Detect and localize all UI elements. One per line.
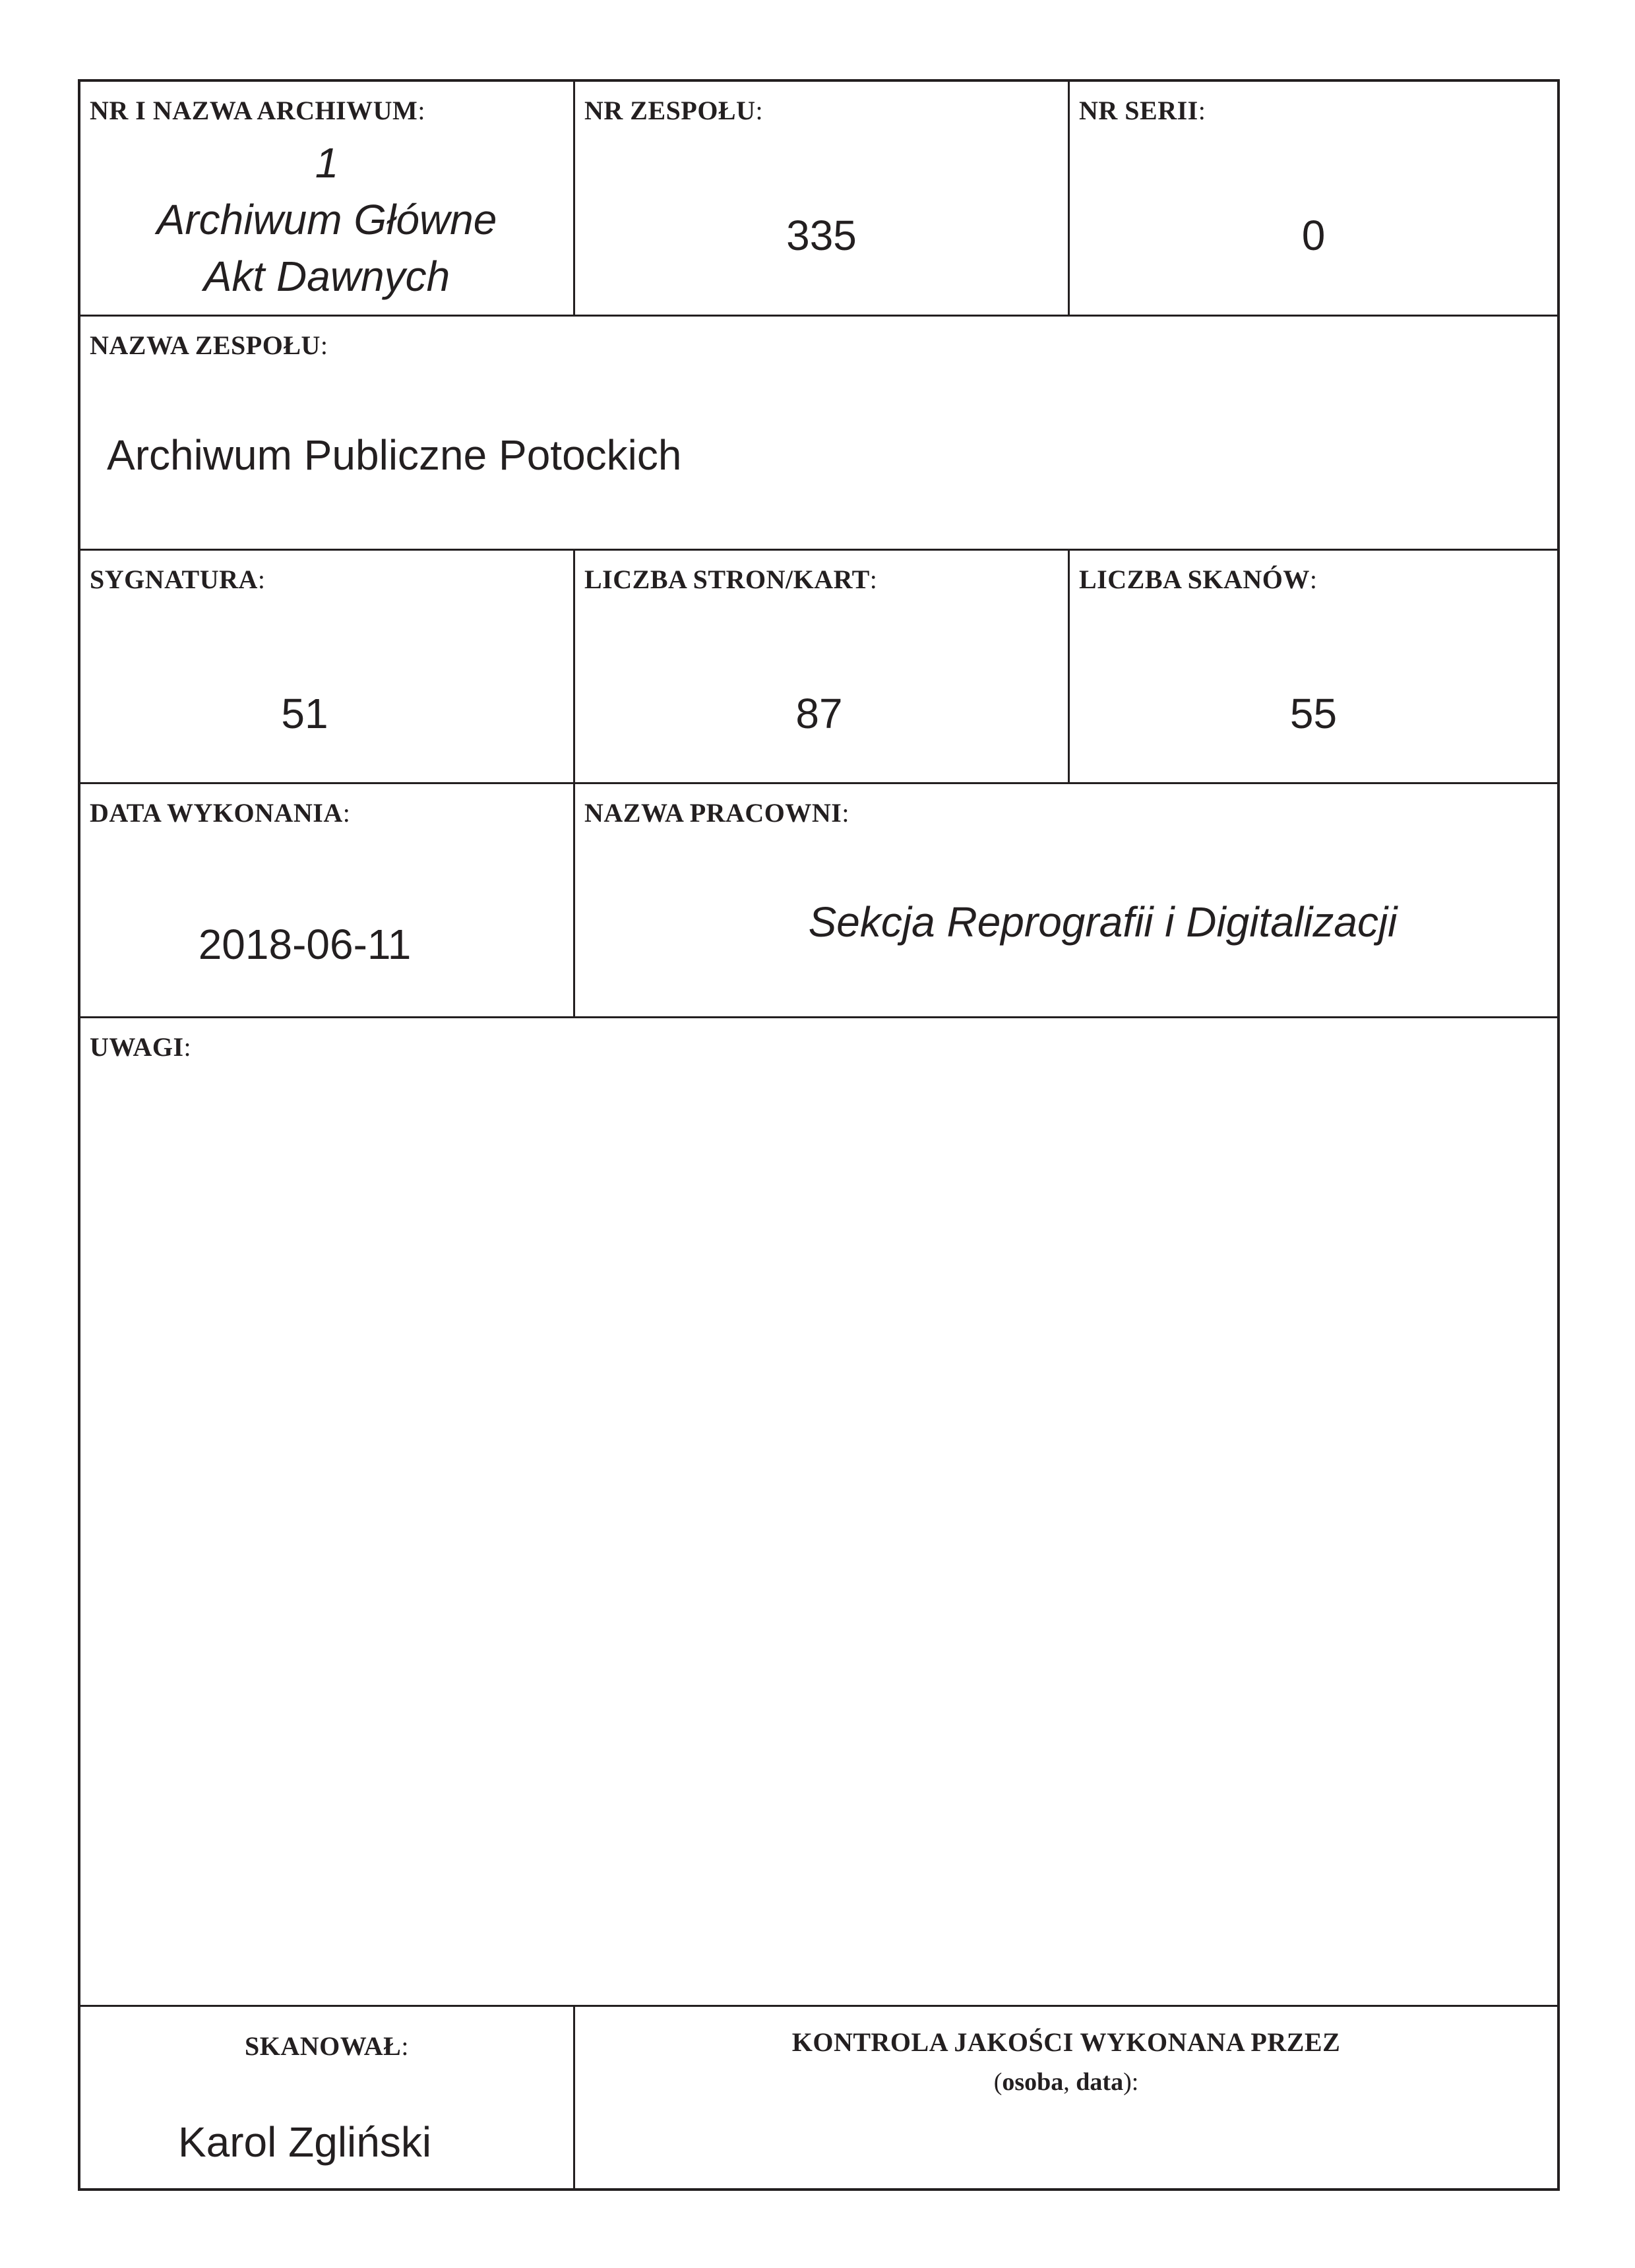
archive-cell — [80, 82, 575, 317]
fonds-name-label: NAZWA ZESPOŁU: — [90, 330, 328, 360]
archive-label: NR I NAZWA ARCHIWUM: — [90, 96, 425, 125]
date-label: DATA WYKONANIA: — [90, 798, 351, 828]
fonds-number-label: NR ZESPOŁU: — [584, 96, 764, 125]
scanned-by-label: SKANOWAŁ: — [244, 2031, 409, 2061]
fonds-number-value: 335 — [786, 212, 857, 259]
workshop-value: Sekcja Reprografii i Digitalizacji — [808, 898, 1398, 946]
signature-cell — [80, 551, 575, 784]
archive-name-line2: Akt Dawnych — [203, 253, 450, 300]
scanned-by-value: Karol Zgliński — [177, 2118, 432, 2166]
fonds-name-cell — [80, 317, 1557, 551]
series-number-cell — [1070, 82, 1557, 317]
workshop-label: NAZWA PRACOWNI: — [584, 798, 849, 828]
archive-number: 1 — [315, 139, 339, 187]
scans-count-cell — [1070, 551, 1557, 784]
pages-count-value: 87 — [795, 690, 843, 737]
workshop-cell — [575, 784, 1557, 1018]
quality-control-cell — [575, 2007, 1557, 2188]
archive-name-line1: Archiwum Główne — [156, 196, 497, 243]
signature-value: 51 — [281, 690, 328, 737]
fonds-number-cell — [575, 82, 1070, 317]
date-value: 2018-06-11 — [198, 921, 412, 968]
pages-count-label: LICZBA STRON/KART: — [584, 565, 878, 594]
notes-label: UWAGI: — [90, 1032, 192, 1062]
fonds-name-value: Archiwum Publiczne Potockich — [107, 431, 682, 479]
scans-count-label: LICZBA SKANÓW: — [1079, 565, 1318, 594]
scans-count-value: 55 — [1289, 690, 1338, 737]
date-cell — [80, 784, 575, 1018]
notes-cell — [80, 1018, 1557, 2007]
series-number-label: NR SERII: — [1079, 96, 1206, 125]
quality-control-sublabel: (osoba, data): — [993, 2068, 1139, 2096]
pages-count-cell — [575, 551, 1070, 784]
metadata-sheet — [78, 79, 1560, 2191]
signature-label: SYGNATURA: — [90, 565, 266, 594]
scanned-by-cell — [80, 2007, 575, 2188]
quality-control-label: KONTROLA JAKOŚCI WYKONANA PRZEZ — [791, 2027, 1341, 2057]
series-number-value: 0 — [1301, 212, 1326, 259]
